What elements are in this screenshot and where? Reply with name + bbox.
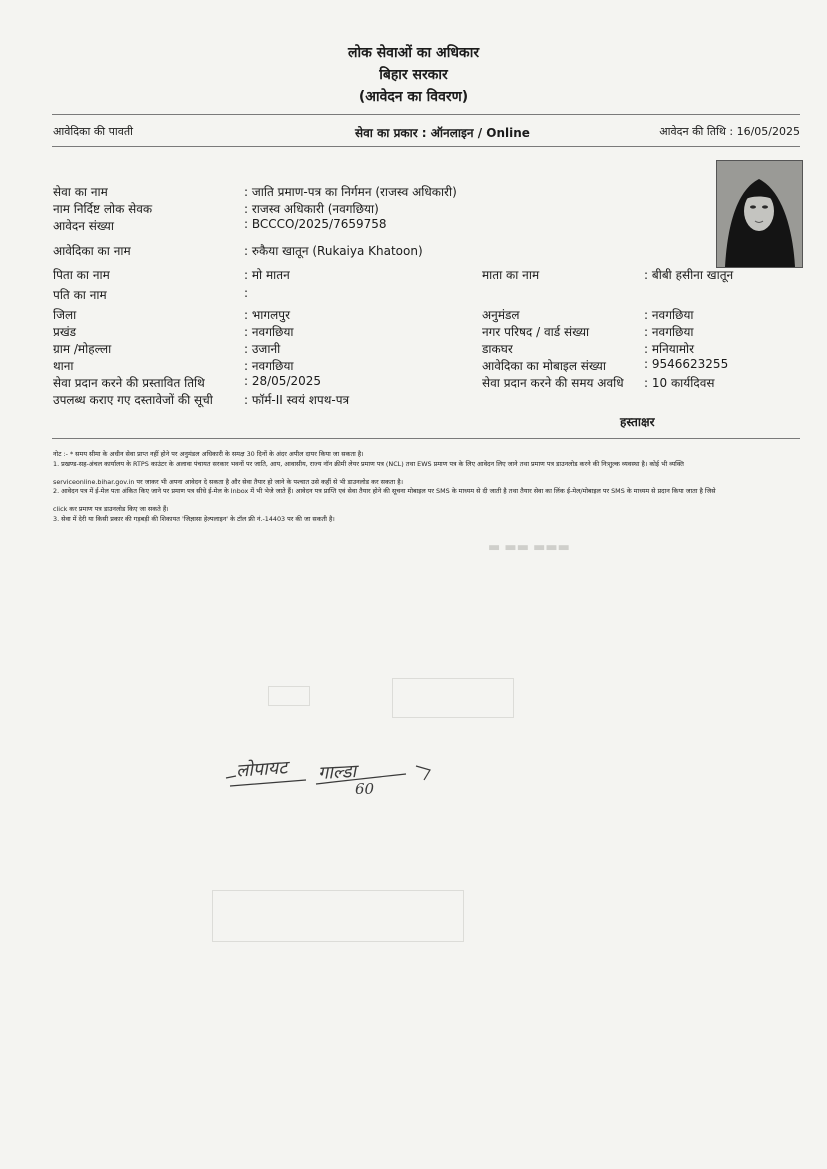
service-name-label: सेवा का नाम bbox=[53, 185, 108, 199]
header-line-2: बिहार सरकार bbox=[379, 67, 448, 83]
applicant-name-value: : रुकैया खातून (Rukaiya Khatoon) bbox=[244, 244, 423, 258]
time-limit-label: सेवा प्रदान करने की समय अवधि bbox=[482, 376, 624, 390]
ward-value: : नवगछिया bbox=[644, 325, 694, 339]
application-date: आवेदन की तिथि : 16/05/2025 bbox=[659, 125, 800, 138]
block-label: प्रखंड bbox=[53, 325, 77, 339]
note-2a: 2. आवेदन पत्र में ई-मेल पता अंकित किए जाने पर प्रमाण पत्र सीधे ई-मेल के Inbox में भी भेजे जाते हैं। आवेदन पत्र प्राप्ति एवं सेवा तैयार होने की सूचना मोबाइल पर SMS के माध्यम से दी जाती है तथा तैयार सेवा का लिंक ई-मेल/मोबाइल पर SMS के माध्यम से प्रदान किया जाता है जिसे bbox=[53, 487, 716, 495]
documents-value: : फॉर्म-II स्वयं शपथ-पत्र bbox=[244, 393, 350, 407]
notes-divider bbox=[52, 438, 800, 439]
header-line-3: (आवेदन का विवरण) bbox=[358, 89, 469, 105]
subdivision-value: : नवगछिया bbox=[644, 308, 694, 322]
ghost-stamp-text-1: ▬ ▬▬ ▬▬▬ bbox=[488, 540, 570, 555]
documents-label: उपलब्ध कराए गए दस्तावेजों की सूची bbox=[53, 393, 213, 407]
block-value: : नवगछिया bbox=[244, 325, 294, 339]
handwriting-number: 60 bbox=[355, 780, 375, 798]
applicant-name-label: आवेदिका का नाम bbox=[53, 244, 131, 258]
proposed-date-value: : 28/05/2025 bbox=[244, 374, 322, 388]
subdivision-label: अनुमंडल bbox=[482, 308, 520, 322]
proposed-date-label: सेवा प्रदान करने की प्रस्तावित तिथि bbox=[53, 376, 205, 390]
father-name-label: पिता का नाम bbox=[53, 268, 110, 282]
ghost-stamp-box bbox=[392, 678, 514, 718]
top-divider bbox=[52, 114, 800, 115]
mobile-value: : 9546623255 bbox=[644, 357, 729, 371]
mobile-label: आवेदिका का मोबाइल संख्या bbox=[482, 359, 606, 373]
mother-name-label: माता का नाम bbox=[482, 268, 540, 282]
service-type: सेवा का प्रकार : ऑनलाइन / Online bbox=[355, 126, 530, 140]
mother-name-value: : बीबी हसीना खातून bbox=[644, 268, 734, 282]
district-value: : भागलपुर bbox=[244, 308, 291, 322]
village-label: ग्राम /मोहल्ला bbox=[53, 342, 112, 356]
note-1a: 1. प्रखण्ड-सह-अंचल कार्यालय के RTPS काउंटर के अलावा पंचायत सरकार भवनों पर जाति, आय, आवासीय, राज्य नॉन क्रीमी लेयर प्रमाण पत्र (NCL) तथा EWS प्रमाण पत्र के लिए आवेदन लिए जाने तथा प्रमाण पत्र डाउनलोड करने की निःशुल्क व्यवस्था है। कोई भी व्यक्ति bbox=[53, 460, 684, 468]
officer-label: नाम निर्दिष्ट लोक सेवक bbox=[53, 202, 153, 216]
handwriting-word-1: लोपायट bbox=[235, 757, 288, 782]
time-limit-value: : 10 कार्यदिवस bbox=[644, 376, 715, 390]
note-3: 3. सेवा में देरी या किसी प्रकार की गड़बड़ी की शिकायत 'जिज्ञासा हेल्पलाइन' के टॉल फ्री नं.-14403 पर की जा सकती है। bbox=[53, 515, 335, 523]
police-station-label: थाना bbox=[53, 359, 74, 373]
application-no-label: आवेदन संख्या bbox=[53, 219, 114, 233]
husband-name-label: पति का नाम bbox=[53, 288, 107, 302]
note-0: नोट :- * समय सीमा के अधीन सेवा प्राप्त नहीं होने पर अनुमंडल अधिकारी के समक्ष 30 दिनों के अंदर अपील दायर किया जा सकता है। bbox=[53, 450, 364, 458]
note-2b: click कर प्रमाण पत्र डाउनलोड किए जा सकते हैं। bbox=[53, 505, 169, 513]
service-name-value: : जाति प्रमाण-पत्र का निर्गमन (राजस्व अधिकारी) bbox=[244, 185, 457, 199]
ghost-stamp-box-small bbox=[268, 686, 310, 706]
handwriting-underline-strokes bbox=[220, 760, 440, 800]
applicant-photo bbox=[716, 160, 803, 268]
application-no-value: : BCCCO/2025/7659758 bbox=[244, 217, 387, 231]
receipt-label: आवेदिका की पावती bbox=[53, 125, 133, 138]
officer-value: : राजस्व अधिकारी (नवगछिया) bbox=[244, 202, 379, 216]
handwriting-word-2: गाल्डा bbox=[317, 761, 357, 784]
post-office-label: डाकघर bbox=[482, 342, 513, 356]
ghost-stamp-box-lower bbox=[212, 890, 464, 942]
ward-label: नगर परिषद / वार्ड संख्या bbox=[482, 325, 590, 339]
note-1b: serviceonline.bihar.gov.in पर जाकर भी अपना आवेदन दे सकता है और सेवा तैयार हो जाने के पश्चात उसे कहीं से भी डाउनलोड कर सकता है। bbox=[53, 478, 404, 486]
police-station-value: : नवगछिया bbox=[244, 359, 294, 373]
district-label: जिला bbox=[53, 308, 77, 322]
husband-name-value: : bbox=[244, 286, 249, 300]
village-value: : उजानी bbox=[244, 342, 281, 356]
father-name-value: : मो मातन bbox=[244, 268, 290, 282]
signature-label: हस्ताक्षर bbox=[620, 415, 655, 429]
post-office-value: : मनियामोर bbox=[644, 342, 695, 356]
header-line-1: लोक सेवाओं का अधिकार bbox=[347, 45, 480, 61]
meta-divider bbox=[52, 146, 800, 147]
